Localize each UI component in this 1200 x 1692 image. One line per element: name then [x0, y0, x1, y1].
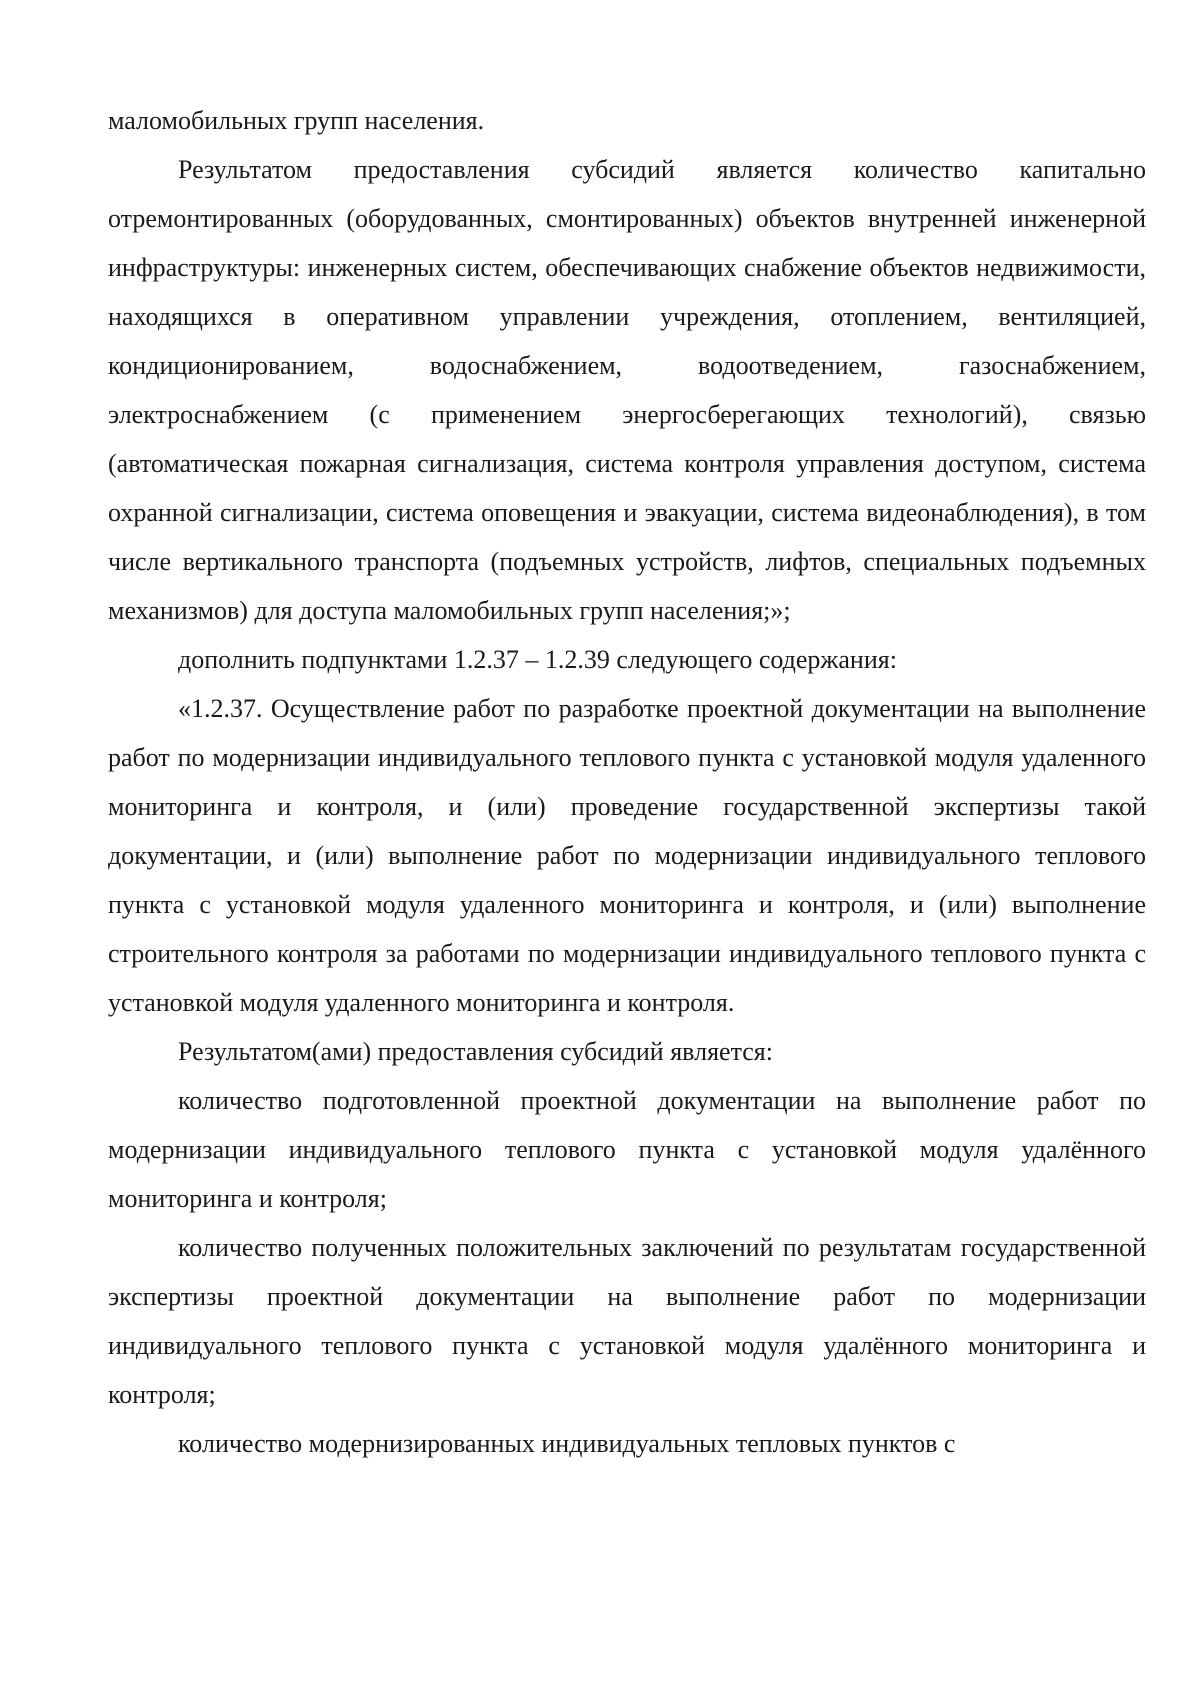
document-page [108, 96, 1146, 1468]
paragraph-subsidy-result: Результатом предоставления субсидий является количество капитально отремонтированных (оборудованных, смонтированных) объектов внутренней инженерной инфраструктуры: инженерных систем, обеспечивающих снабжение объектов недвижимости, находящихся в оперативном управлении учреждения, отоплением, вентиляцией, кондиционированием, водоснабжением, водоотведением, газоснабжением, электроснабжением (с применением энергосберегающих технологий), связью (автоматическая пожарная сигнализация, система контроля управления доступом, система охранной сигнализации, система оповещения и эвакуации, система видеонаблюдения), в том числе вертикального транспорта (подъемных устройств, лифтов, специальных подъемных механизмов) для доступа маломобильных групп населения;»; [108, 155, 1146, 625]
paragraph-result-expertise: количество полученных положительных заключений по результатам государственной экспертизы проектной документации на выполнение работ по модернизации индивидуального теплового пункта с установкой модуля удалённого мониторинга и контроля; [108, 1233, 1146, 1409]
paragraph-1-2-37: «1.2.37. Осуществление работ по разработке проектной документации на выполнение работ по модернизации индивидуального теплового пункта с установкой модуля удаленного мониторинга и контроля, и (или) проведение государственной экспертизы такой документации, и (или) выполнение работ по модернизации индивидуального теплового пункта с установкой модуля удаленного мониторинга и контроля, и (или) выполнение строительного контроля за работами по модернизации индивидуального теплового пункта с установкой модуля удаленного мониторинга и контроля. [108, 694, 1146, 1017]
paragraph-amendment-intro: дополнить подпунктами 1.2.37 – 1.2.39 следующего содержания: [178, 645, 897, 674]
paragraph-result-modernized: количество модернизированных индивидуальных тепловых пунктов с [178, 1429, 956, 1458]
paragraph-result-design-docs: количество подготовленной проектной документации на выполнение работ по модернизации индивидуального теплового пункта с установкой модуля удалённого мониторинга и контроля; [108, 1086, 1146, 1213]
paragraph-results-heading: Результатом(ами) предоставления субсидий является: [178, 1037, 773, 1066]
paragraph-continuation: маломобильных групп населения. [108, 106, 485, 135]
